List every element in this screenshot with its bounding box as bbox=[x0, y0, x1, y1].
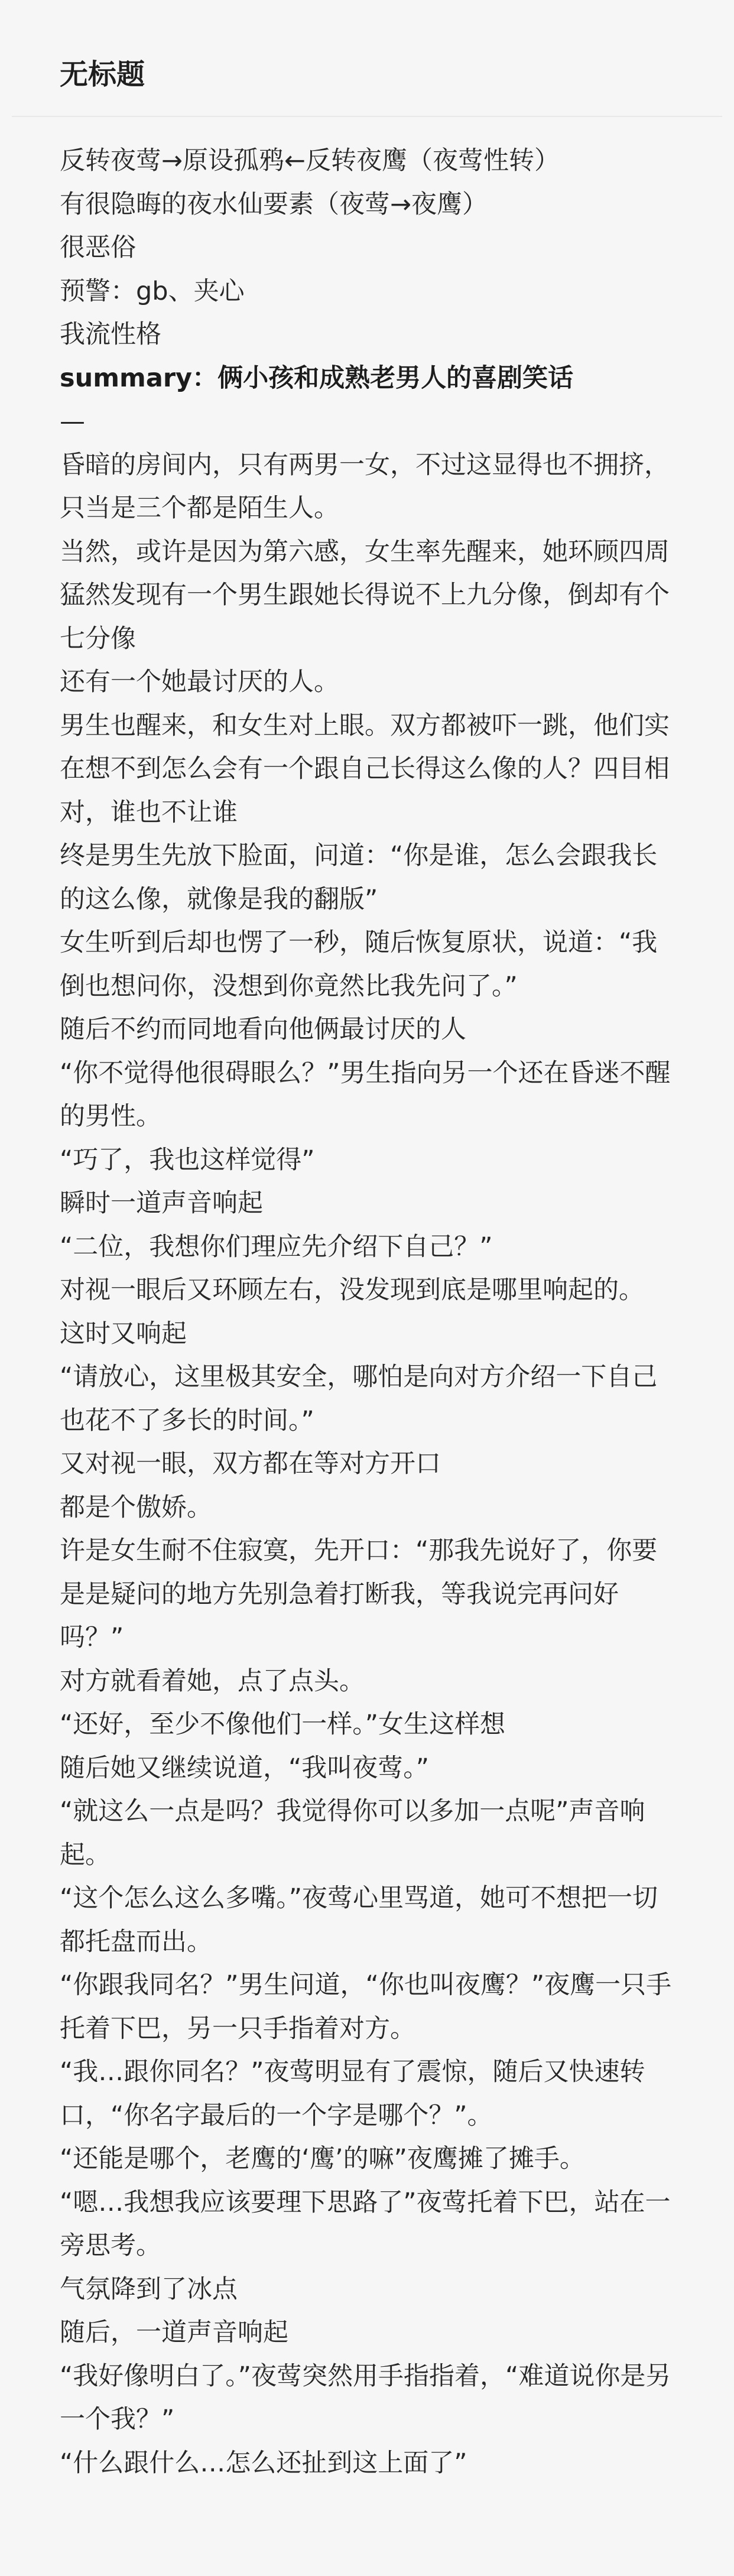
title-divider bbox=[12, 116, 722, 117]
text-line: 这时又响起 bbox=[60, 1318, 187, 1349]
text-line: “就这么一点是吗？我觉得你可以多加一点呢”声音响起。 bbox=[60, 1797, 645, 1870]
text-line: 随后她又继续说道，“我叫夜莺。” bbox=[60, 1753, 430, 1783]
text-line: 对方就看着她，点了点头。 bbox=[60, 1666, 365, 1696]
text-line: 预警：gb、夹心 bbox=[60, 276, 245, 306]
text-line: 昏暗的房间内，只有两男一女，不过这显得也不拥挤，只当是三个都是陌生人。 bbox=[60, 450, 670, 523]
text-line: 男生也醒来，和女生对上眼。双方都被吓一跳，他们实在想不到怎么会有一个跟自己长得这么像的人？四目相对，谁也不让谁 bbox=[60, 710, 670, 827]
text-line: “还好，至少不像他们一样。”女生这样想 bbox=[60, 1710, 506, 1739]
text-line: 我流性格 bbox=[60, 320, 161, 349]
text-line: 对视一眼后又环顾左右，没发现到底是哪里响起的。 bbox=[60, 1275, 644, 1305]
page-title: 无标题 bbox=[60, 58, 145, 91]
text-line: 很恶俗 bbox=[60, 233, 136, 262]
text-line: 随后不约而同地看向他俩最讨厌的人 bbox=[60, 1015, 466, 1044]
text-line: 又对视一眼，双方都在等对方开口 bbox=[60, 1449, 441, 1479]
text-line: 女生听到后却也愣了一秒，随后恢复原状，说道：“我倒也想问你，没想到你竟然比我先问了。” bbox=[60, 928, 658, 1001]
text-line: 反转夜莺→原设孤鸦←反转夜鹰（夜莺性转） bbox=[60, 146, 560, 176]
text-line: “你跟我同名？”男生问道，“你也叫夜鹰？”夜鹰一只手托着下巴，另一只手指着对方。 bbox=[60, 1970, 672, 2044]
text-line: “什么跟什么…怎么还扯到这上面了” bbox=[60, 2448, 467, 2478]
text-line: “还能是哪个，老鹰的‘鹰’的嘛”夜鹰摊了摊手。 bbox=[60, 2144, 585, 2174]
text-line: “我好像明白了。”夜莺突然用手指指着，“难道说你是另一个我？” bbox=[60, 2361, 671, 2434]
text-line: “我…跟你同名？”夜莺明显有了震惊，随后又快速转口，“你名字最后的一个字是哪个？”。 bbox=[60, 2057, 645, 2130]
text-line: 许是女生耐不住寂寞，先开口：“那我先说好了，你要是是疑问的地方先别急着打断我，等我说完再问好吗？” bbox=[60, 1536, 658, 1652]
text-line: 有很隐晦的夜水仙要素（夜莺→夜鹰） bbox=[60, 189, 488, 219]
title-bar bbox=[0, 0, 734, 116]
text-line: “请放心，这里极其安全，哪怕是向对方介绍一下自己也花不了多长的时间。” bbox=[60, 1362, 658, 1435]
text-line: 都是个傲娇。 bbox=[60, 1492, 212, 1522]
text-line: — bbox=[60, 407, 85, 436]
text-line: 终是男生先放下脸面，问道：“你是谁，怎么会跟我长的这么像，就像是我的翻版” bbox=[60, 841, 658, 914]
text-line: “这个怎么这么多嘴。”夜莺心里骂道，她可不想把一切都托盘而出。 bbox=[60, 1883, 658, 1957]
text-line: 当然，或许是因为第六感，女生率先醒来，她环顾四周猛然发现有一个男生跟她长得说不上九分像，倒却有个七分像 bbox=[60, 537, 670, 654]
summary-line: summary：俩小孩和成熟老男人的喜剧笑话 bbox=[60, 363, 574, 393]
text-line: 瞬时一道声音响起 bbox=[60, 1188, 263, 1218]
text-line: 气氛降到了冰点 bbox=[60, 2274, 238, 2304]
text-line: 随后，一道声音响起 bbox=[60, 2318, 288, 2347]
text-line: “嗯…我想我应该要理下思路了”夜莺托着下巴，站在一旁思考。 bbox=[60, 2187, 671, 2260]
text-line: 还有一个她最讨厌的人。 bbox=[60, 667, 339, 697]
text-line: “你不觉得他很碍眼么？”男生指向另一个还在昏迷不醒的男性。 bbox=[60, 1058, 671, 1131]
text-line: “二位，我想你们理应先介绍下自己？” bbox=[60, 1232, 493, 1262]
document-body bbox=[60, 139, 674, 2485]
text-line: “巧了，我也这样觉得” bbox=[60, 1145, 315, 1175]
